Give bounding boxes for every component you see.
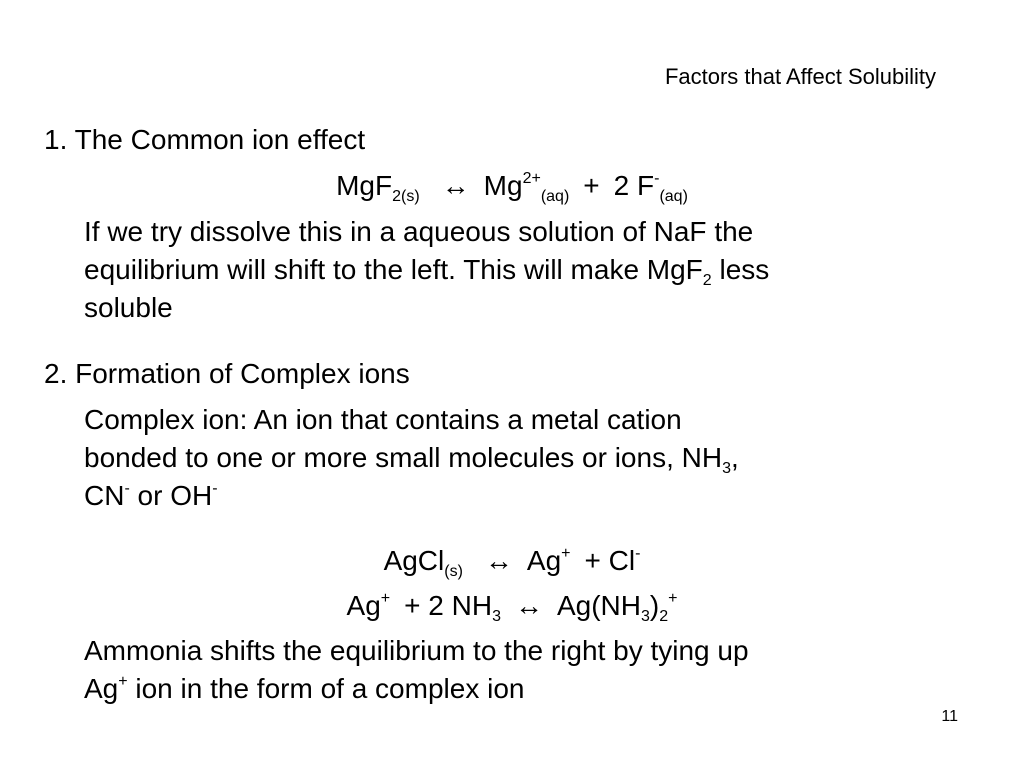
- explanation-line-2: equilibrium will shift to the left. This will make MgF$_2$ less: [84, 254, 770, 289]
- explanation-line-3: soluble: [84, 292, 173, 323]
- complex-ion-definition: [84, 401, 739, 515]
- definition-line-3: CN- or OH-: [84, 480, 218, 511]
- eq-product1: Mg: [483, 170, 523, 201]
- definition-line-2: bonded to one or more small molecules or ions, $NH_3$,: [84, 442, 739, 477]
- conclusion-line-2: Ag+ ion in the form of a complex ion: [84, 673, 525, 704]
- conclusion-line-1: Ammonia shifts the equilibrium to the right by tying up: [84, 635, 749, 666]
- section-1-explanation: [84, 213, 769, 327]
- section-1-heading: 1. The Common ion effect: [44, 124, 366, 155]
- eq-reactant: MgF: [336, 170, 393, 201]
- eq-product2-sup: -: [654, 170, 660, 187]
- eq-arrow: ↔: [514, 590, 543, 621]
- slide-title: Factors that Affect Solubility: [664, 64, 936, 89]
- page-number: 11: [941, 708, 958, 725]
- eq-reactant-sub: 2(s): [392, 188, 420, 205]
- section-2-heading: 2. Formation of Complex ions: [44, 358, 410, 389]
- eq-product2: 2 F: [613, 170, 655, 201]
- eq-product1-sup: 2+: [522, 170, 541, 187]
- mgf2-equilibrium-equation: [0, 170, 1024, 205]
- eq-product2-sub: (aq): [659, 188, 688, 205]
- definition-line-1: Complex ion: An ion that contains a metal cation: [84, 404, 682, 435]
- explanation-line-1: If we try dissolve this in a aqueous solution of NaF the: [84, 216, 754, 247]
- eq-product1-sub: (aq): [540, 188, 570, 205]
- silver-ammine-complex-equation: Ag+ + 2 $NH_3$ ↔ $Ag(NH_3)_2^+$: [346, 590, 678, 625]
- ammonia-conclusion: [84, 632, 749, 708]
- agcl-dissolution-equation: AgCl$_{(s)}$ ↔ Ag+ + Cl-: [383, 545, 641, 580]
- eq-plus: +: [583, 170, 600, 201]
- eq-arrow: ↔: [441, 170, 470, 201]
- eq-arrow: ↔: [484, 545, 513, 576]
